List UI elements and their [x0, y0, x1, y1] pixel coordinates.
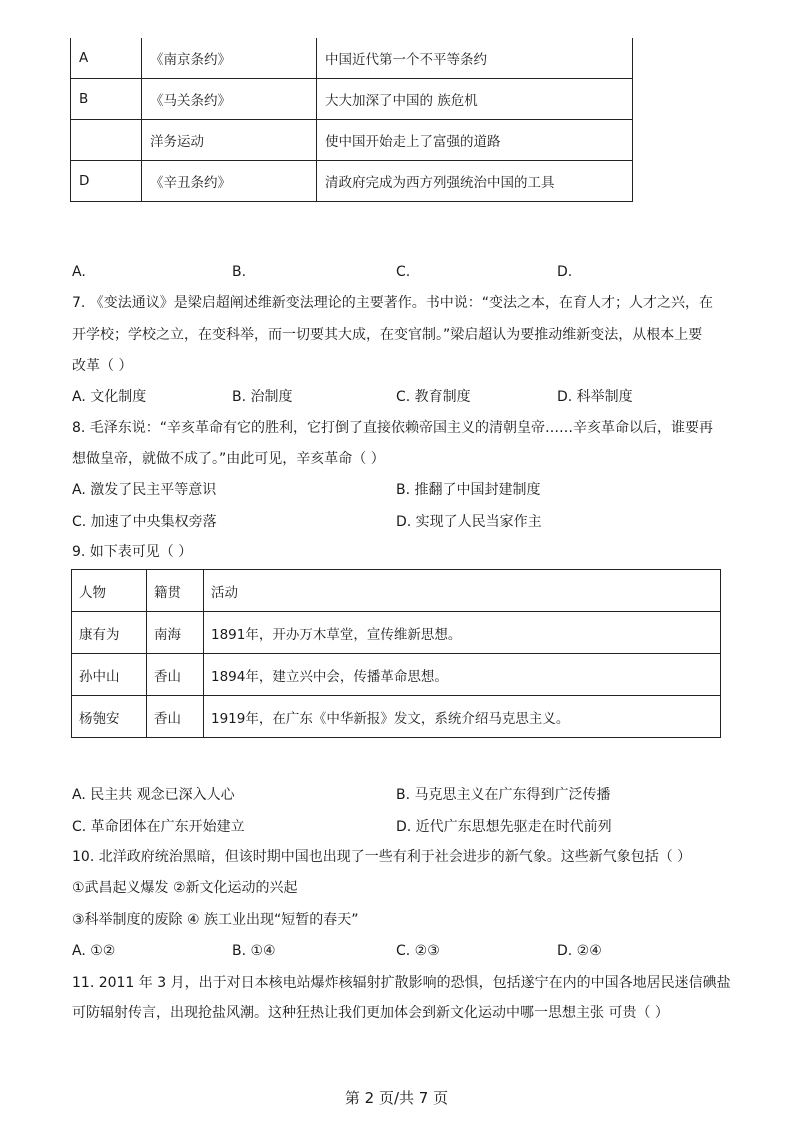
- table-row: [71, 79, 633, 120]
- cell-origin: 香山: [147, 654, 204, 696]
- q7-option-d[interactable]: D. 科举制度: [557, 389, 633, 405]
- row-item: 洋务运动: [142, 120, 317, 161]
- q10-stem-line2: ①武昌起义爆发 ②新文化运动的兴起: [72, 880, 298, 896]
- q7-stem-line3: 改革（ ）: [72, 358, 133, 374]
- q10-option-a[interactable]: A. ①②: [72, 943, 116, 959]
- q8-option-a[interactable]: A. 激发了民主平等意识: [72, 482, 217, 498]
- q7-stem-line2: 开学校；学校之立，在变科举，而一切要其大成，在变官制。”梁启超认为要推动维新变法，从根本上要: [72, 327, 703, 343]
- table-row: [72, 654, 721, 696]
- q11-stem-line2: 可防辐射传言，出现抢盐风潮。这种狂热让我们更加体会到新文化运动中哪一思想主张 可贵（ ）: [72, 1005, 669, 1021]
- cell-activity: 1894年，建立兴中会，传播革命思想。: [204, 654, 721, 696]
- q9-option-c[interactable]: C. 革命团体在广东开始建立: [72, 819, 245, 835]
- q10-stem-line1: 10. 北洋政府统治黑暗，但该时期中国也出现了一些有利于社会进步的新气象。这些新气象包括（ ）: [72, 849, 692, 865]
- q9-stem: 9. 如下表可见（ ）: [72, 544, 193, 560]
- table-row: [72, 612, 721, 654]
- cell-person: 孙中山: [72, 654, 147, 696]
- row-item: 《马关条约》: [142, 79, 317, 120]
- q6-option-c[interactable]: C.: [396, 264, 411, 280]
- q6-option-b[interactable]: B.: [232, 264, 247, 280]
- row-desc: 使中国开始走上了富强的道路: [317, 120, 633, 161]
- q11-stem-line1: 11. 2011 年 3 月，出于对日本核电站爆炸核辐射扩散影响的恐惧，包括遂宁在内的中国各地居民迷信碘盐: [72, 975, 731, 991]
- q6-option-d[interactable]: D.: [557, 264, 573, 280]
- table-header-row: [72, 570, 721, 612]
- cell-origin: 南海: [147, 612, 204, 654]
- table-row: [72, 696, 721, 738]
- q8-option-b[interactable]: B. 推翻了中国封建制度: [396, 482, 541, 498]
- q9-option-d[interactable]: D. 近代广东思想先驱走在时代前列: [396, 819, 612, 835]
- q10-stem-line3: ③科举制度的废除 ④ 族工业出现“短暂的春天”: [72, 912, 359, 928]
- q9-option-a[interactable]: A. 民主共 观念已深入人心: [72, 787, 235, 803]
- row-letter: D: [71, 161, 142, 202]
- cell-person: 康有为: [72, 612, 147, 654]
- cell-person: 杨匏安: [72, 696, 147, 738]
- q8-option-d[interactable]: D. 实现了人民当家作主: [396, 514, 542, 530]
- q8-stem-line1: 8. 毛泽东说：“辛亥革命有它的胜利，它打倒了直接依赖帝国主义的清朝皇帝……辛亥革命以后，谁要再: [72, 420, 714, 436]
- row-letter: [71, 120, 142, 161]
- cell-origin: 香山: [147, 696, 204, 738]
- row-desc: 清政府完成为西方列强统治中国的工具: [317, 161, 633, 202]
- q7-stem-line1: 7. 《变法通议》是梁启超阐述维新变法理论的主要著作。书中说：“变法之本，在育人才；人才之兴，在: [72, 295, 714, 311]
- q7-option-c[interactable]: C. 教育制度: [396, 389, 471, 405]
- row-item: 《南京条约》: [142, 38, 317, 79]
- q8-option-c[interactable]: C. 加速了中央集权旁落: [72, 514, 217, 530]
- q8-stem-line2: 想做皇帝，就做不成了。”由此可见，辛亥革命（ ）: [72, 451, 385, 467]
- table-row: [71, 161, 633, 202]
- header-person: 人物: [72, 570, 147, 612]
- q9-option-b[interactable]: B. 马克思主义在广东得到广泛传播: [396, 787, 611, 803]
- row-letter: A: [71, 38, 142, 79]
- cell-activity: 1891年，开办万木草堂，宣传维新思想。: [204, 612, 721, 654]
- cell-activity: 1919年，在广东《中华新报》发文，系统介绍马克思主义。: [204, 696, 721, 738]
- header-activity: 活动: [204, 570, 721, 612]
- figures-table: [71, 569, 721, 738]
- table-row: [71, 38, 633, 79]
- page-number: 第 2 页/共 7 页: [344, 1089, 449, 1107]
- table-row: [71, 120, 633, 161]
- q10-option-c[interactable]: C. ②③: [396, 943, 440, 959]
- row-letter: B: [71, 79, 142, 120]
- q7-option-b[interactable]: B. 治制度: [232, 389, 293, 405]
- q10-option-d[interactable]: D. ②④: [557, 943, 602, 959]
- treaty-table: [70, 38, 633, 202]
- q6-option-a[interactable]: A.: [72, 264, 86, 280]
- row-item: 《辛丑条约》: [142, 161, 317, 202]
- row-desc: 大大加深了中国的 族危机: [317, 79, 633, 120]
- q7-option-a[interactable]: A. 文化制度: [72, 389, 147, 405]
- header-origin: 籍贯: [147, 570, 204, 612]
- row-desc: 中国近代第一个不平等条约: [317, 38, 633, 79]
- q10-option-b[interactable]: B. ①④: [232, 943, 276, 959]
